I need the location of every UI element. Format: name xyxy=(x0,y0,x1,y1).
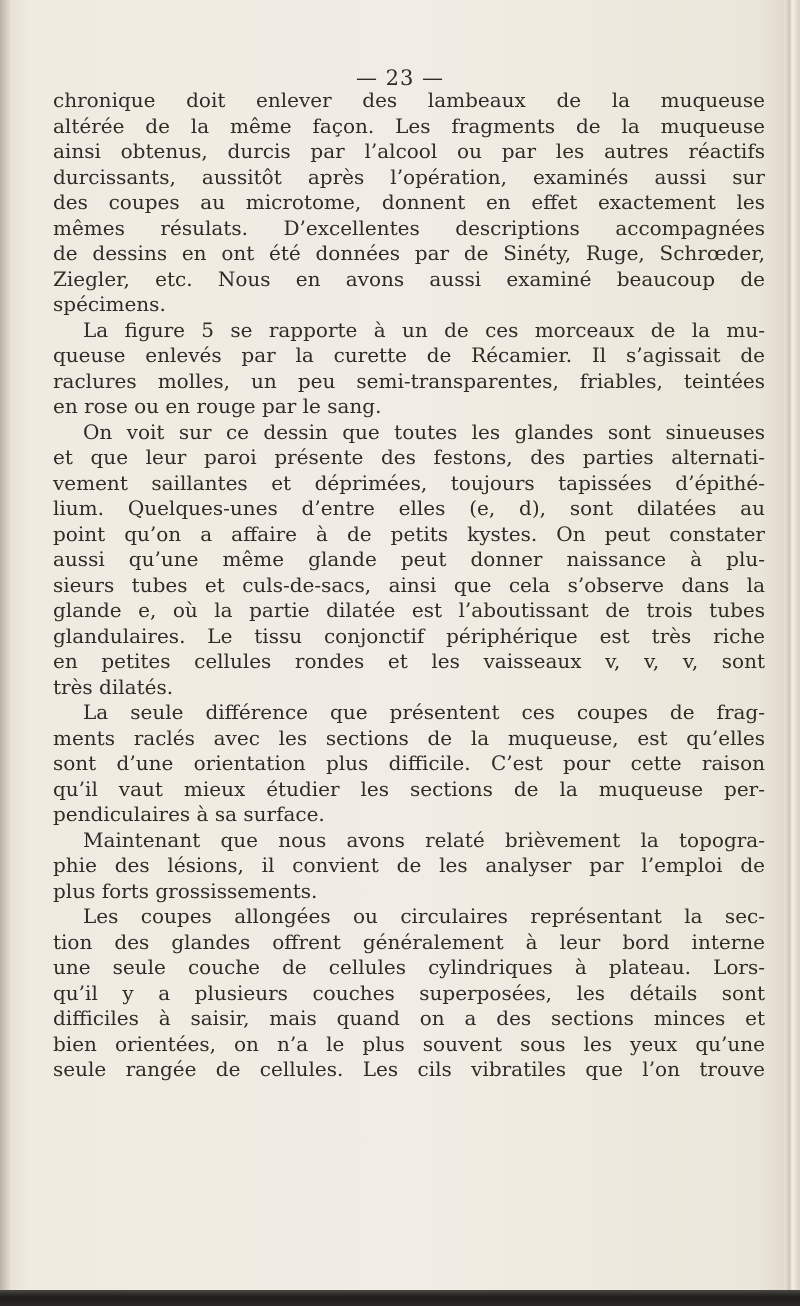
text-line: La figure 5 se rapporte à un de ces morceaux de la mu- xyxy=(83,317,765,342)
text-line: une seule couche de cellules cylindriques à plateau. Lors- xyxy=(53,955,765,979)
text-line: raclures molles, un peu semi-transparentes, friables, teintées xyxy=(53,368,765,393)
text-line: glandulaires. Le tissu conjonctif périphérique est très riche xyxy=(53,623,765,648)
page-left-margin-shadow xyxy=(0,0,10,1306)
text-line: mêmes résulats. D’excellentes descriptions accompagnées xyxy=(53,215,765,240)
text-line: On voit sur ce dessin que toutes les glandes sont sinueuses xyxy=(83,419,765,444)
text-line: chronique doit enlever des lambeaux de la muqueuse xyxy=(53,88,765,112)
text-line: pendiculaires à sa surface. xyxy=(53,802,325,826)
body-text xyxy=(53,88,765,1083)
text-line: Maintenant que nous avons relaté brièvement la topogra- xyxy=(83,827,765,852)
text-line: sont d’une orientation plus difficile. C’est pour cette raison xyxy=(53,751,765,775)
text-line: spécimens. xyxy=(53,292,166,316)
text-line: sieurs tubes et culs-de-sacs, ainsi que cela s’observe dans la xyxy=(53,572,765,597)
text-line: tion des glandes offrent généralement à leur bord interne xyxy=(53,929,765,954)
page-right-edge xyxy=(784,0,800,1306)
text-line: des coupes au microtome, donnent en effet exactement les xyxy=(53,190,765,214)
text-line: Les coupes allongées ou circulaires représentant la sec- xyxy=(83,904,765,928)
text-line: plus forts grossissements. xyxy=(53,878,318,903)
text-line: seule rangée de cellules. Les cils vibratiles que l’on trouve xyxy=(53,1057,765,1081)
text-line: altérée de la même façon. Les fragments de la muqueuse xyxy=(53,113,765,138)
text-line: Ziegler, etc. Nous en avons aussi examiné beaucoup de xyxy=(53,266,765,291)
text-line: aussi qu’une même glande peut donner naissance à plu- xyxy=(53,547,765,571)
scan-bottom-edge xyxy=(0,1290,800,1306)
text-line: vement saillantes et déprimées, toujours tapissées d’épithé- xyxy=(53,470,765,495)
text-line: et que leur paroi présente des festons, des parties alternati- xyxy=(53,445,765,469)
text-line: phie des lésions, il convient de les analyser par l’emploi de xyxy=(53,853,765,877)
page-number: — 23 — xyxy=(355,66,445,90)
text-line: de dessins en ont été données par de Sinéty, Ruge, Schrœder, xyxy=(53,241,765,265)
text-line: en petites cellules rondes et les vaisseaux v, v, v, sont xyxy=(53,649,765,673)
text-line: queuse enlevés par la curette de Récamier. Il s’agissait de xyxy=(53,343,765,367)
text-line: point qu’on a affaire à de petits kystes. On peut constater xyxy=(53,521,765,546)
text-line: très dilatés. xyxy=(53,674,174,699)
text-line: La seule différence que présentent ces coupes de frag- xyxy=(83,700,765,724)
text-line: qu’il y a plusieurs couches superposées, les détails sont xyxy=(53,980,765,1005)
text-line: qu’il vaut mieux étudier les sections de la muqueuse per- xyxy=(53,776,765,801)
text-line: glande e, où la partie dilatée est l’aboutissant de trois tubes xyxy=(53,598,765,622)
text-line: lium. Quelques-unes d’entre elles (e, d), sont dilatées au xyxy=(53,496,765,520)
text-line: ments raclés avec les sections de la muqueuse, est qu’elles xyxy=(53,725,765,750)
text-line: bien orientées, on n’a le plus souvent sous les yeux qu’une xyxy=(53,1031,765,1056)
text-line: ainsi obtenus, durcis par l’alcool ou par les autres réactifs xyxy=(53,139,765,163)
text-line: durcissants, aussitôt après l’opération, examinés aussi sur xyxy=(53,164,765,189)
text-line: difficiles à saisir, mais quand on a des sections minces et xyxy=(53,1006,765,1030)
text-line: en rose ou en rouge par le sang. xyxy=(53,394,382,418)
